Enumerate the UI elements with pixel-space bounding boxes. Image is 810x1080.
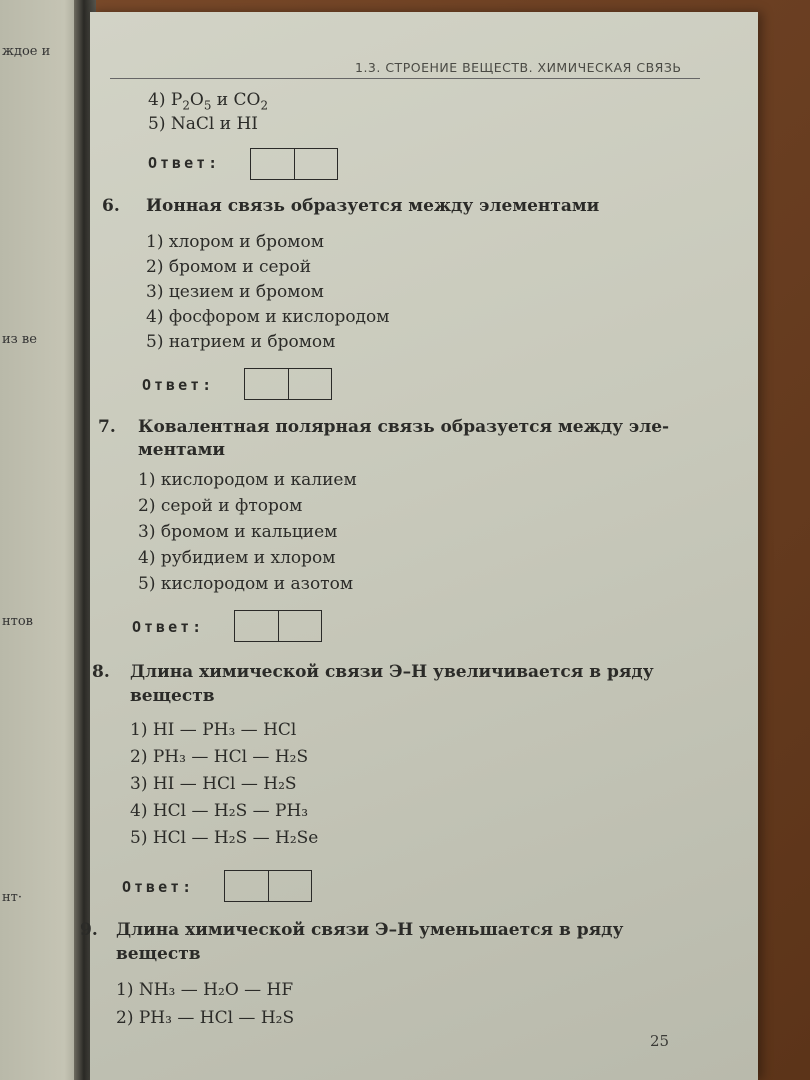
question-number: 6. [102,196,120,216]
answer-cell[interactable] [235,611,279,641]
left-page-fragment: нтов [2,614,34,629]
answer-label: Ответ: [142,376,215,394]
option: 4) HCl — H₂S — PH₃ [130,801,309,821]
option: 1) хлором и бромом [146,232,324,252]
answer-box[interactable] [250,148,338,180]
question-number: 8. [92,662,110,682]
prev-option-4: 4) $P_2O_5$ и $CO_2$ [148,90,269,113]
option: 1) кислородом и калием [138,470,357,490]
option: 4) рубидием и хлором [138,548,336,568]
answer-box[interactable] [244,368,332,400]
left-page-fragment: нт· [2,890,22,905]
question-text: Длина химической связи Э–Н увеличивается в ряду [130,662,654,682]
option: 3) бромом и кальцием [138,522,338,542]
book-page [80,12,758,1080]
question-text: Ионная связь образуется между элементами [146,196,600,216]
option: 3) цезием и бромом [146,282,324,302]
option: 1) HI — PH₃ — HCl [130,720,297,740]
prev-option-5: 5) NaCl и HI [148,114,258,134]
question-text: веществ [116,944,201,964]
left-page-fragment: из ве [2,332,37,347]
answer-label: Ответ: [132,618,205,636]
question-number: 7. [98,417,116,437]
option: 1) NH₃ — H₂O — HF [116,980,294,1000]
page-header: 1.3. СТРОЕНИЕ ВЕЩЕСТВ. ХИМИЧЕСКАЯ СВЯЗЬ [355,60,682,75]
answer-box[interactable] [224,870,312,902]
option: 3) HI — HCl — H₂S [130,774,297,794]
answer-cell[interactable] [225,871,269,901]
option: 4) фосфором и кислородом [146,307,390,327]
answer-box[interactable] [234,610,322,642]
option: 5) кислородом и азотом [138,574,354,594]
option: 5) натрием и бромом [146,332,336,352]
option: 5) HCl — H₂S — H₂Se [130,828,319,848]
option: 2) бромом и серой [146,257,312,277]
answer-cell[interactable] [289,369,332,399]
option: 2) серой и фтором [138,496,303,516]
answer-cell[interactable] [245,369,289,399]
answer-label: Ответ: [122,878,195,896]
question-text: Длина химической связи Э–Н уменьшается в ряду [116,920,624,940]
page-content [80,12,758,1080]
left-page-fragment: ждое и [2,44,51,59]
page-number: 25 [650,1032,670,1050]
answer-cell[interactable] [295,149,338,179]
answer-cell[interactable] [279,611,322,641]
option: 2) PH₃ — HCl — H₂S [116,1008,295,1028]
question-text: Ковалентная полярная связь образуется между эле- [138,417,670,437]
question-text: ментами [138,440,225,460]
question-text: веществ [130,686,215,706]
answer-label: Ответ: [148,154,221,172]
answer-cell[interactable] [269,871,312,901]
answer-cell[interactable] [251,149,295,179]
question-number: 9. [80,920,98,940]
option: 2) PH₃ — HCl — H₂S [130,747,309,767]
